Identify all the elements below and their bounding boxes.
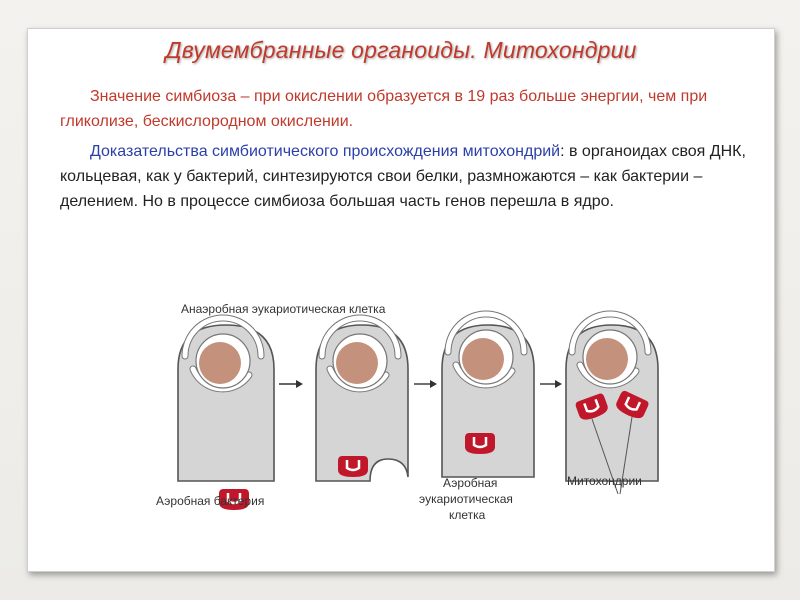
bacterium-icon <box>338 456 368 477</box>
label-anaerobic-cell: Анаэробная эукариотическая клетка <box>181 302 386 316</box>
cell-with-mitochondria <box>566 314 658 481</box>
diagram-labels <box>148 474 668 559</box>
evidence-heading: Доказательства симбиотического происхождения митохондрий <box>90 143 561 160</box>
label-mitochondria: Митохондрии <box>567 474 642 488</box>
symbiosis-paragraph <box>60 84 750 134</box>
mitochondrion-icon <box>465 433 495 454</box>
arrow-right-icon <box>414 380 437 388</box>
endosymbiosis-diagram <box>148 269 668 509</box>
cell-aerobic <box>442 314 534 477</box>
arrow-right-icon <box>279 380 303 388</box>
label-aerobic-cell-line1: Аэробная <box>443 476 498 490</box>
label-aerobic-cell-line3: клетка <box>449 508 486 522</box>
label-aerobic-cell-line2: эукариотическая <box>419 492 513 506</box>
cell-engulfing <box>316 318 408 481</box>
slide-title: Двумембранные органоиды. Митохондрии <box>165 37 637 63</box>
slide <box>27 28 775 572</box>
cell-anaerobic <box>178 318 274 481</box>
symbiosis-text: Значение симбиоза – при окислении образуется в 19 раз больше энергии, чем при гликолизе, бескислородном окислении. <box>60 88 708 130</box>
evidence-paragraph <box>60 139 750 214</box>
evidence-text: : в органоидах своя ДНК, кольцевая, как у бактерий, синтезируются свои белки, размножаются – как бактерии – делением. Но в процессе симбиоза большая часть генов перешла в ядро. <box>60 143 746 210</box>
arrow-right-icon <box>540 380 562 388</box>
label-aerobic-bacterium: Аэробная бактерия <box>156 494 265 508</box>
